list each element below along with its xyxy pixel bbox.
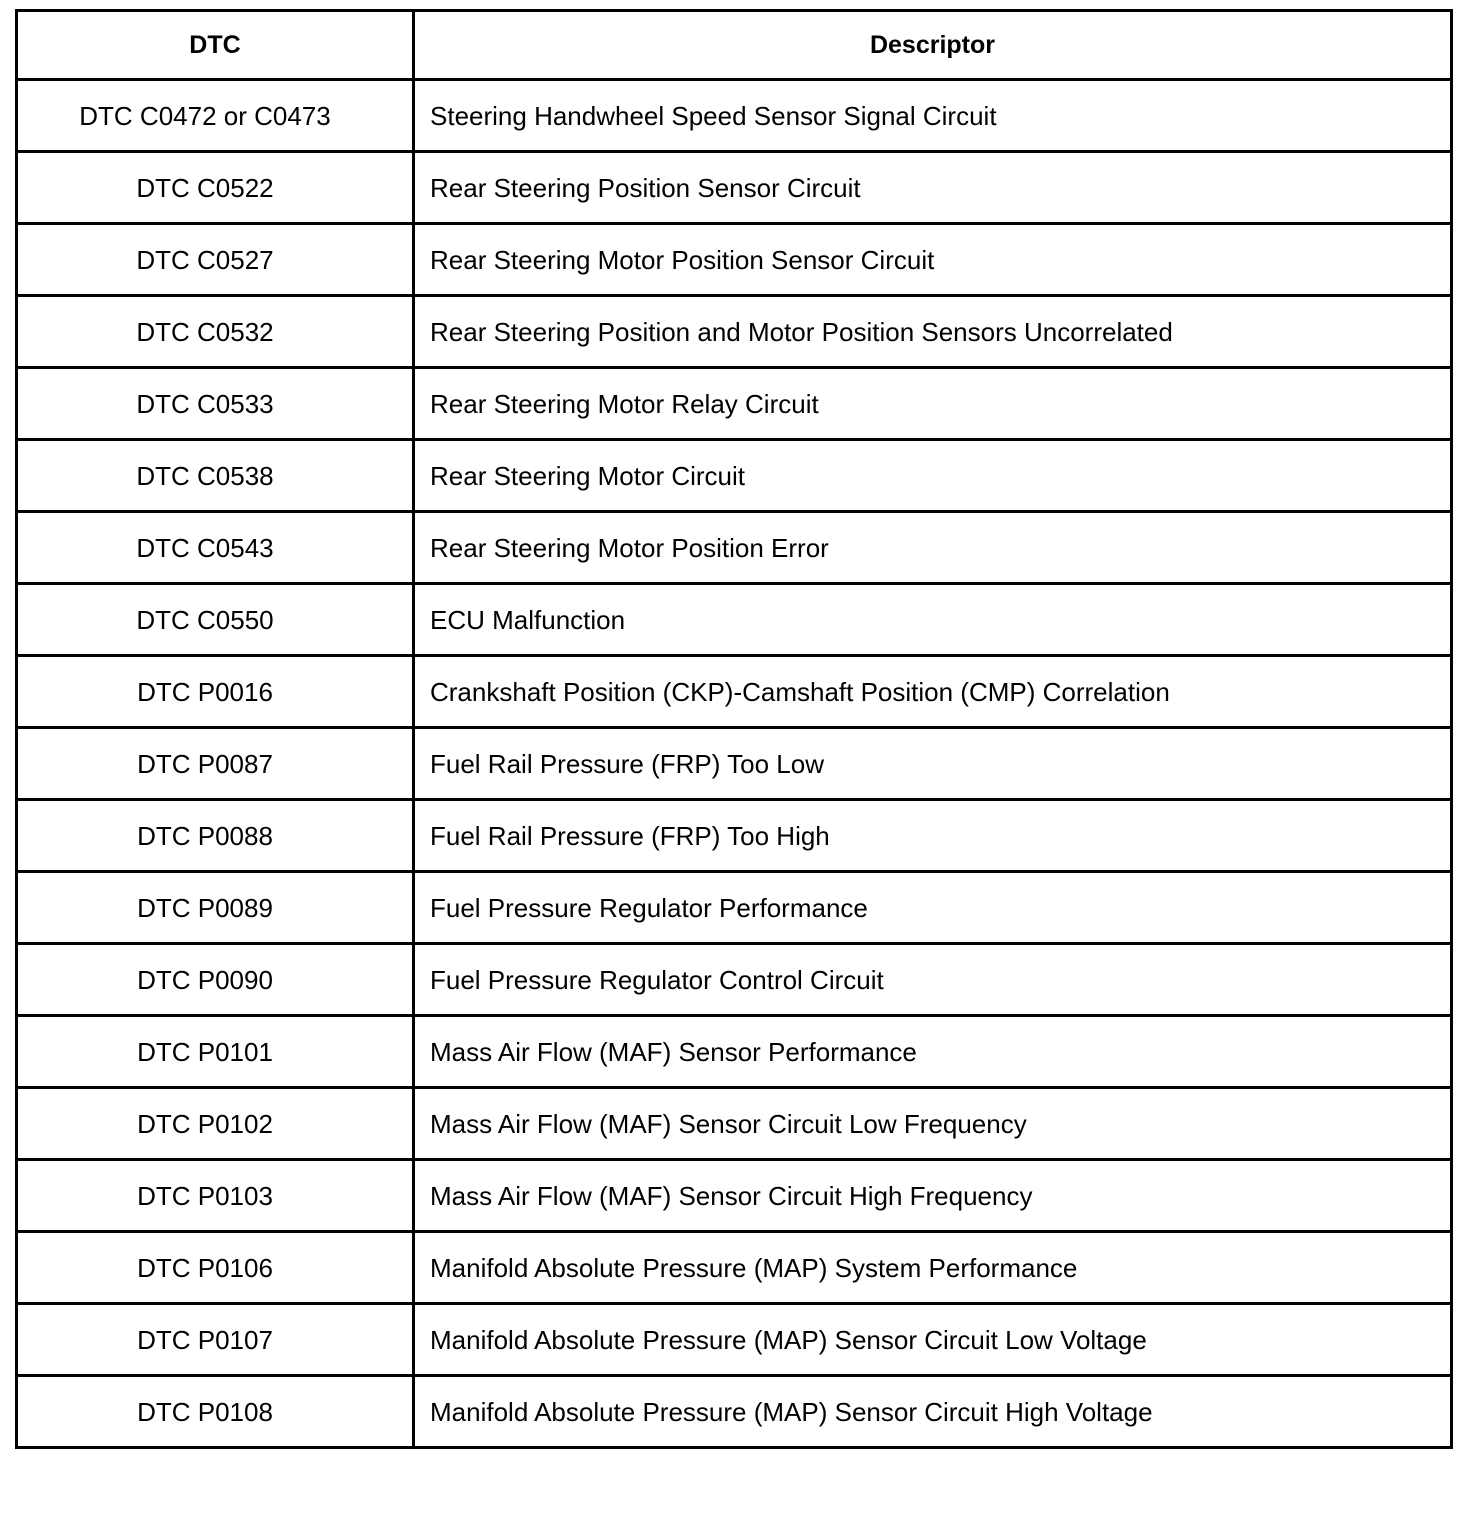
table-row [17,584,1452,656]
dtc-descriptor: Mass Air Flow (MAF) Sensor Circuit Low Frequency [414,1088,1452,1160]
dtc-code: DTC C0472 or C0473 [17,80,414,152]
dtc-code: DTC C0543 [17,512,414,584]
dtc-table [15,9,1453,1449]
table-row [17,1376,1452,1448]
dtc-code: DTC C0522 [17,152,414,224]
table-header [17,11,1452,80]
dtc-descriptor: Steering Handwheel Speed Sensor Signal Circuit [414,80,1452,152]
dtc-descriptor: Rear Steering Motor Position Error [414,512,1452,584]
dtc-descriptor: Fuel Rail Pressure (FRP) Too Low [414,728,1452,800]
dtc-code: DTC P0016 [17,656,414,728]
dtc-code: DTC C0527 [17,224,414,296]
dtc-code: DTC P0107 [17,1304,414,1376]
table-row [17,656,1452,728]
dtc-code: DTC P0108 [17,1376,414,1448]
dtc-descriptor: ECU Malfunction [414,584,1452,656]
dtc-code: DTC C0533 [17,368,414,440]
dtc-descriptor: Mass Air Flow (MAF) Sensor Performance [414,1016,1452,1088]
dtc-code: DTC C0532 [17,296,414,368]
dtc-code: DTC P0090 [17,944,414,1016]
dtc-descriptor: Rear Steering Motor Relay Circuit [414,368,1452,440]
table-body [17,80,1452,1448]
table-row [17,1016,1452,1088]
table-row [17,1304,1452,1376]
table-row [17,1232,1452,1304]
dtc-descriptor: Rear Steering Position Sensor Circuit [414,152,1452,224]
table-row [17,296,1452,368]
dtc-code: DTC P0102 [17,1088,414,1160]
dtc-code: DTC P0088 [17,800,414,872]
table-row [17,1160,1452,1232]
dtc-descriptor: Fuel Pressure Regulator Control Circuit [414,944,1452,1016]
dtc-code: DTC C0550 [17,584,414,656]
table-row [17,368,1452,440]
table-row [17,728,1452,800]
dtc-descriptor: Manifold Absolute Pressure (MAP) Sensor Circuit Low Voltage [414,1304,1452,1376]
table-row [17,440,1452,512]
dtc-descriptor: Rear Steering Motor Circuit [414,440,1452,512]
header-descriptor: Descriptor [414,11,1452,80]
table-row [17,872,1452,944]
dtc-code: DTC P0101 [17,1016,414,1088]
table-row [17,512,1452,584]
dtc-descriptor: Fuel Pressure Regulator Performance [414,872,1452,944]
dtc-descriptor: Rear Steering Motor Position Sensor Circuit [414,224,1452,296]
dtc-descriptor: Fuel Rail Pressure (FRP) Too High [414,800,1452,872]
dtc-code: DTC P0089 [17,872,414,944]
dtc-descriptor: Mass Air Flow (MAF) Sensor Circuit High Frequency [414,1160,1452,1232]
dtc-descriptor: Manifold Absolute Pressure (MAP) System Performance [414,1232,1452,1304]
table-row [17,1088,1452,1160]
header-row [17,11,1452,80]
dtc-descriptor: Crankshaft Position (CKP)-Camshaft Position (CMP) Correlation [414,656,1452,728]
dtc-code: DTC P0087 [17,728,414,800]
table-row [17,80,1452,152]
dtc-descriptor: Manifold Absolute Pressure (MAP) Sensor Circuit High Voltage [414,1376,1452,1448]
header-dtc: DTC [17,11,414,80]
table-row [17,152,1452,224]
dtc-code: DTC C0538 [17,440,414,512]
table-row [17,224,1452,296]
table-row [17,800,1452,872]
dtc-code: DTC P0103 [17,1160,414,1232]
dtc-code: DTC P0106 [17,1232,414,1304]
dtc-descriptor: Rear Steering Position and Motor Position Sensors Uncorrelated [414,296,1452,368]
table-row [17,944,1452,1016]
